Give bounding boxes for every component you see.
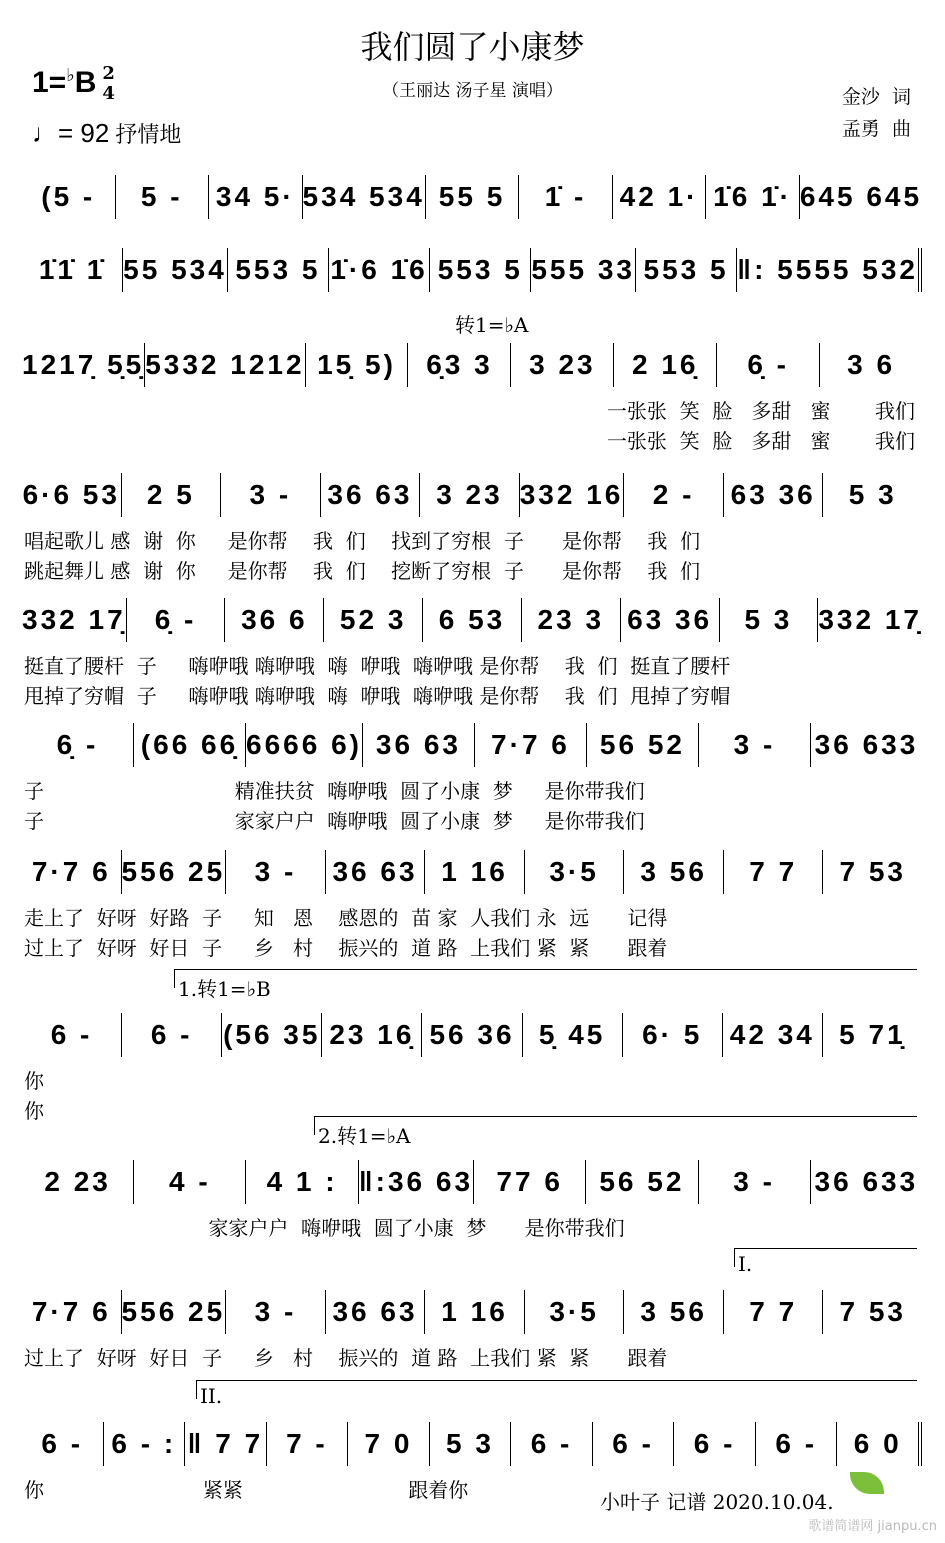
measure: 1̇·6 1̇6 bbox=[328, 248, 429, 292]
measure: 332 17̣ bbox=[22, 604, 126, 635]
measure: 2 - bbox=[623, 473, 723, 517]
lyric-line: 家家户户 嗨咿哦 圆了小康 梦 是你带我们 bbox=[24, 1216, 625, 1240]
staff-row bbox=[22, 1290, 922, 1334]
measure: 3 - bbox=[225, 850, 325, 894]
measure: 23 3 bbox=[521, 598, 620, 642]
section-mark: I. bbox=[738, 1252, 753, 1276]
measure: 7·7 6 bbox=[31, 1296, 111, 1327]
measure: 555 33 bbox=[530, 248, 635, 292]
measure: 6̣ - bbox=[716, 343, 819, 387]
measure: 2 5 bbox=[121, 473, 221, 517]
measure: 1217̣ 5̣5̣ bbox=[22, 349, 145, 380]
watermark: 歌谱简谱网 jianpu.cn bbox=[808, 1519, 937, 1534]
volta-bracket bbox=[174, 969, 917, 988]
measure: ‖ 7 7 bbox=[184, 1422, 266, 1466]
measure: 36 6 bbox=[224, 598, 323, 642]
measure: 1̇6 1̇· bbox=[705, 175, 799, 219]
quarter-note-icon: ♩ bbox=[32, 118, 58, 148]
measure: 15̣ 5) bbox=[305, 343, 408, 387]
measure: 3 - bbox=[220, 473, 320, 517]
measure: 6 - bbox=[510, 1422, 592, 1466]
lyric-line: 过上了 好呀 好日 子 乡 村 振兴的 道 路 上我们 紧 紧 跟着 bbox=[24, 1346, 668, 1370]
measure: 1 16 bbox=[424, 850, 524, 894]
composer: 孟勇 曲 bbox=[841, 118, 911, 140]
lyric-line: 过上了 好呀 好日 子 乡 村 振兴的 道 路 上我们 紧 紧 跟着 bbox=[24, 936, 668, 960]
measure: 77 6 bbox=[473, 1160, 585, 1204]
measure: 63 36 bbox=[723, 473, 823, 517]
measure: 1̇ - bbox=[518, 175, 612, 219]
staff-row bbox=[22, 1013, 922, 1057]
staff-row bbox=[22, 598, 922, 642]
measure: 3 56 bbox=[623, 1290, 723, 1334]
measure: 36 63 bbox=[362, 723, 474, 767]
performers: （王丽达 汤子星 演唱） bbox=[382, 81, 563, 101]
staff-row bbox=[22, 175, 922, 219]
volta-bracket bbox=[734, 1248, 917, 1267]
transcriber-note: 小叶子 记谱 2020.10.04. bbox=[600, 1490, 834, 1514]
lyric-line: 子 精准扶贫 嗨咿哦 圆了小康 梦 是你带我们 bbox=[24, 779, 645, 803]
volta-bracket bbox=[196, 1380, 917, 1399]
measure: 55 5 bbox=[425, 175, 519, 219]
staff-row bbox=[22, 1422, 922, 1466]
measure: 3 56 bbox=[623, 850, 723, 894]
measure: 7 53 bbox=[822, 850, 922, 894]
flat-sign: ♭ bbox=[66, 64, 75, 85]
measure: 1 16 bbox=[424, 1290, 524, 1334]
lyric-line: 挺直了腰杆 子 嗨咿哦 嗨咿哦 嗨 咿哦 嗨咿哦 是你帮 我 们 挺直了腰杆 bbox=[24, 654, 731, 678]
measure: 6 - bbox=[673, 1422, 755, 1466]
measure: 556 25 bbox=[121, 1290, 226, 1334]
measure: 7 7 bbox=[723, 850, 823, 894]
lyric-line: 你 bbox=[24, 1069, 44, 1093]
lyric-line: 走上了 好呀 好路 子 知 恩 感恩的 苗 家 人我们 永 远 记得 bbox=[24, 906, 668, 930]
tempo-value: = 92 bbox=[58, 118, 110, 148]
key-note: B bbox=[74, 65, 97, 99]
measure: 2 23 bbox=[44, 1166, 111, 1197]
staff-row bbox=[22, 473, 922, 517]
song-title: 我们圆了小康梦 bbox=[360, 28, 585, 66]
lyric-line: 跳起舞儿 感 谢 你 是你帮 我 们 挖断了穷根 子 是你帮 我 们 bbox=[24, 559, 701, 583]
measure: 6666 6) bbox=[245, 723, 362, 767]
lyricist: 金沙 词 bbox=[841, 86, 911, 108]
measure: 534 534 bbox=[302, 175, 425, 219]
key-signature bbox=[32, 64, 115, 104]
measure: 3 23 bbox=[419, 473, 519, 517]
measure: 23 16̣ bbox=[321, 1013, 421, 1057]
staff-row bbox=[22, 248, 922, 292]
measure: (5 - bbox=[41, 181, 96, 212]
measure: 5 - bbox=[115, 175, 209, 219]
key-label: 1= bbox=[32, 65, 67, 99]
measure: 6 - bbox=[755, 1422, 837, 1466]
measure: (66 66̣ bbox=[133, 723, 245, 767]
measure: (56 35 bbox=[221, 1013, 321, 1057]
measure: 56 52 bbox=[586, 723, 698, 767]
measure: 34 5· bbox=[208, 175, 302, 219]
measure: 6 53 bbox=[422, 598, 521, 642]
staff-row bbox=[22, 343, 922, 387]
measure: 5332 1212 bbox=[144, 343, 304, 387]
measure: 3 - bbox=[698, 1160, 810, 1204]
measure: 645 645 bbox=[799, 175, 922, 219]
measure: 5 71̣ bbox=[822, 1013, 922, 1057]
lyric-line: 甩掉了穷帽 子 嗨咿哦 嗨咿哦 嗨 咿哦 嗨咿哦 是你帮 我 们 甩掉了穷帽 bbox=[24, 684, 731, 708]
measure: 55 534 bbox=[122, 248, 227, 292]
lyric-line: 你 紧紧 跟着你 bbox=[24, 1478, 469, 1502]
measure: 3 - bbox=[698, 723, 810, 767]
lyric-line: 你 bbox=[24, 1099, 44, 1123]
measure: 553 5 bbox=[635, 248, 736, 292]
measure: 6 - : bbox=[103, 1422, 185, 1466]
staff-row bbox=[22, 850, 922, 894]
measure: 332 16 bbox=[519, 473, 624, 517]
measure: 6̣ - bbox=[126, 598, 225, 642]
measure: 6· 5 bbox=[622, 1013, 722, 1057]
measure: 332 17̣ bbox=[817, 598, 922, 642]
measure: 42 34 bbox=[722, 1013, 822, 1057]
measure: 7·7 6 bbox=[31, 856, 111, 887]
measure: 556 25 bbox=[121, 850, 226, 894]
measure: 6 - bbox=[592, 1422, 674, 1466]
staff-row bbox=[22, 1160, 922, 1204]
section-mark: II. bbox=[200, 1384, 223, 1408]
measure: 7 0 bbox=[347, 1422, 429, 1466]
measure: 3·5 bbox=[524, 1290, 624, 1334]
lyric-line: 唱起歌儿 感 谢 你 是你帮 我 们 找到了穷根 子 是你帮 我 们 bbox=[24, 529, 701, 553]
measure: ‖: 5555 532 bbox=[736, 248, 922, 292]
measure: 3·5 bbox=[524, 850, 624, 894]
expression: 抒情地 bbox=[115, 123, 182, 148]
measure: 5 3 bbox=[429, 1422, 511, 1466]
measure: 553 5 bbox=[429, 248, 530, 292]
time-signature bbox=[102, 64, 115, 104]
tempo-marking bbox=[32, 118, 181, 149]
measure: 36 63 bbox=[320, 473, 420, 517]
measure: 3 6 bbox=[819, 343, 922, 387]
measure: 3 - bbox=[225, 1290, 325, 1334]
measure: 6 0 bbox=[836, 1422, 922, 1466]
lyric-line: 一张张 笑 脸 多甜 蜜 我们 bbox=[606, 429, 915, 453]
measure: 553 5 bbox=[227, 248, 328, 292]
measure: 2 16̣ bbox=[613, 343, 716, 387]
measure: 63 36 bbox=[620, 598, 719, 642]
measure: 36 633 bbox=[810, 1160, 922, 1204]
measure: 36 63 bbox=[325, 850, 425, 894]
measure: 6̣3 3 bbox=[407, 343, 510, 387]
measure: 4 - bbox=[133, 1160, 245, 1204]
measure: 7 7 bbox=[723, 1290, 823, 1334]
measure: 56 52 bbox=[585, 1160, 697, 1204]
measure: 36 63 bbox=[325, 1290, 425, 1334]
section-mark: 1.转1=♭B bbox=[178, 977, 271, 1001]
time-bottom: 4 bbox=[102, 83, 115, 104]
measure: 36 633 bbox=[810, 723, 922, 767]
measure: 5̣ 45 bbox=[522, 1013, 622, 1057]
section-mark: 转1=♭A bbox=[455, 313, 529, 337]
lyric-line: 子 家家户户 嗨咿哦 圆了小康 梦 是你带我们 bbox=[24, 809, 645, 833]
measure: 5 3 bbox=[822, 473, 922, 517]
measure: 4 1 : bbox=[245, 1160, 357, 1204]
measure: 56 36 bbox=[421, 1013, 521, 1057]
measure: 6·6 53 bbox=[22, 479, 120, 510]
measure: 5 3 bbox=[719, 598, 818, 642]
measure: 6̣ - bbox=[56, 729, 99, 760]
measure: 7 53 bbox=[822, 1290, 922, 1334]
section-mark: 2.转1=♭A bbox=[318, 1124, 411, 1148]
measure: 7 - bbox=[266, 1422, 348, 1466]
measure: 6 - bbox=[50, 1019, 93, 1050]
measure: 6 - bbox=[121, 1013, 221, 1057]
measure: 1̇1̇ 1̇ bbox=[38, 254, 106, 285]
lyric-line: 一张张 笑 脸 多甜 蜜 我们 bbox=[606, 399, 915, 423]
measure: 7·7 6 bbox=[474, 723, 586, 767]
measure: 42 1· bbox=[612, 175, 706, 219]
staff-row bbox=[22, 723, 922, 767]
measure: 52 3 bbox=[323, 598, 422, 642]
time-top: 2 bbox=[102, 63, 115, 84]
measure: ‖:36 63 bbox=[358, 1160, 473, 1204]
volta-bracket bbox=[314, 1116, 917, 1135]
measure: 3 23 bbox=[510, 343, 613, 387]
measure: 6 - bbox=[41, 1428, 84, 1459]
